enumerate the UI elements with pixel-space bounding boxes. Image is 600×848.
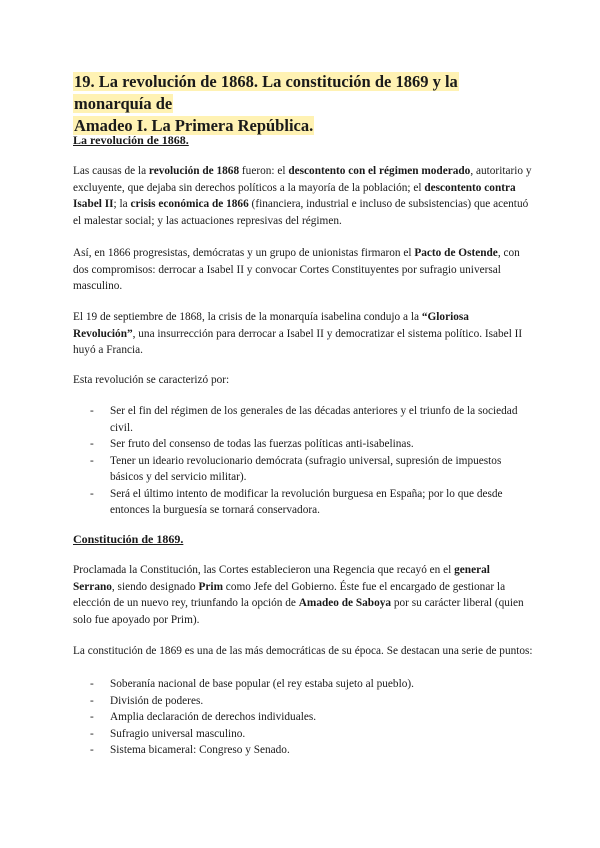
paragraph-regencia: Proclamada la Constitución, las Cortes establecieron una Regencia que recayó en el general Serrano, siendo designado Prim como Jefe del Gobierno. Éste fue el encargado de gestionar la elección de un nuevo rey, triunfando la opción de Amadeo de Saboya por su carácter liberal (quien solo fue apoyado por Prim). [73,564,524,626]
title-line-2: Amadeo I. La Primera República. [74,116,314,135]
list-item: - Tener un ideario revolucionario demócrata (sufragio universal, supresión de impuestos básicos y del servicio militar). [90,454,502,483]
paragraph-causas: Las causas de la revolución de 1868 fueron: el descontento con el régimen moderado, autoritario y excluyente, que dejaba sin derechos políticos a la mayoría de la población; el descontento contra Isabel II; la crisis económica de 1866 (financiera, industrial e incluso de subsistencias) que acentuó el malestar social; y las actuaciones represivas del régimen. [73,165,532,227]
list-item: - Será el último intento de modificar la revolución burguesa en España; por lo que desde entonces la burguesía se tornará conservadora. [90,487,503,516]
paragraph-pacto-ostende: Así, en 1866 progresistas, demócratas y un grupo de unionistas firmaron el Pacto de Ostende, con dos compromisos: derrocar a Isabel II y convocar Cortes Constituyentes por sufragio universal masculino. [73,247,520,292]
section-heading-revolucion: La revolución de 1868. [73,133,189,147]
paragraph-gloriosa: El 19 de septiembre de 1868, la crisis de la monarquía isabelina condujo a la “Gloriosa Revolución”, una insurrección para derrocar a Isabel II y democratizar el sistema político. Isabel II huyó a Francia. [73,311,523,356]
list-item: - Ser fruto del consenso de todas las fuerzas políticas anti-isabelinas. [90,438,414,450]
list-item: - División de poderes. [90,694,204,707]
paragraph-caracteristicas-intro: Esta revolución se caracterizó por: [73,374,230,386]
list-item: - Sistema bicameral: Congreso y Senado. [90,744,290,756]
list-item: - Soberanía nacional de base popular (el rey estaba sujeto al pueblo). [90,678,414,690]
section-heading-constitucion: Constitución de 1869. [73,532,184,546]
list-puntos-constitucion [73,676,533,759]
list-item: - Amplia declaración de derechos individuales. [90,711,317,723]
page-title [73,71,533,137]
list-item: - Sufragio universal masculino. [90,727,246,740]
paragraph-constitucion-intro: La constitución de 1869 es una de las más democráticas de su época. Se destacan una serie de puntos: [73,645,533,657]
list-caracteristicas [73,403,533,519]
title-line-1: 19. La revolución de 1868. La constitución de 1869 y la monarquía de [74,72,458,113]
list-item: - Ser el fin del régimen de los generales de las décadas anteriores y el triunfo de la sociedad civil. [90,405,518,434]
